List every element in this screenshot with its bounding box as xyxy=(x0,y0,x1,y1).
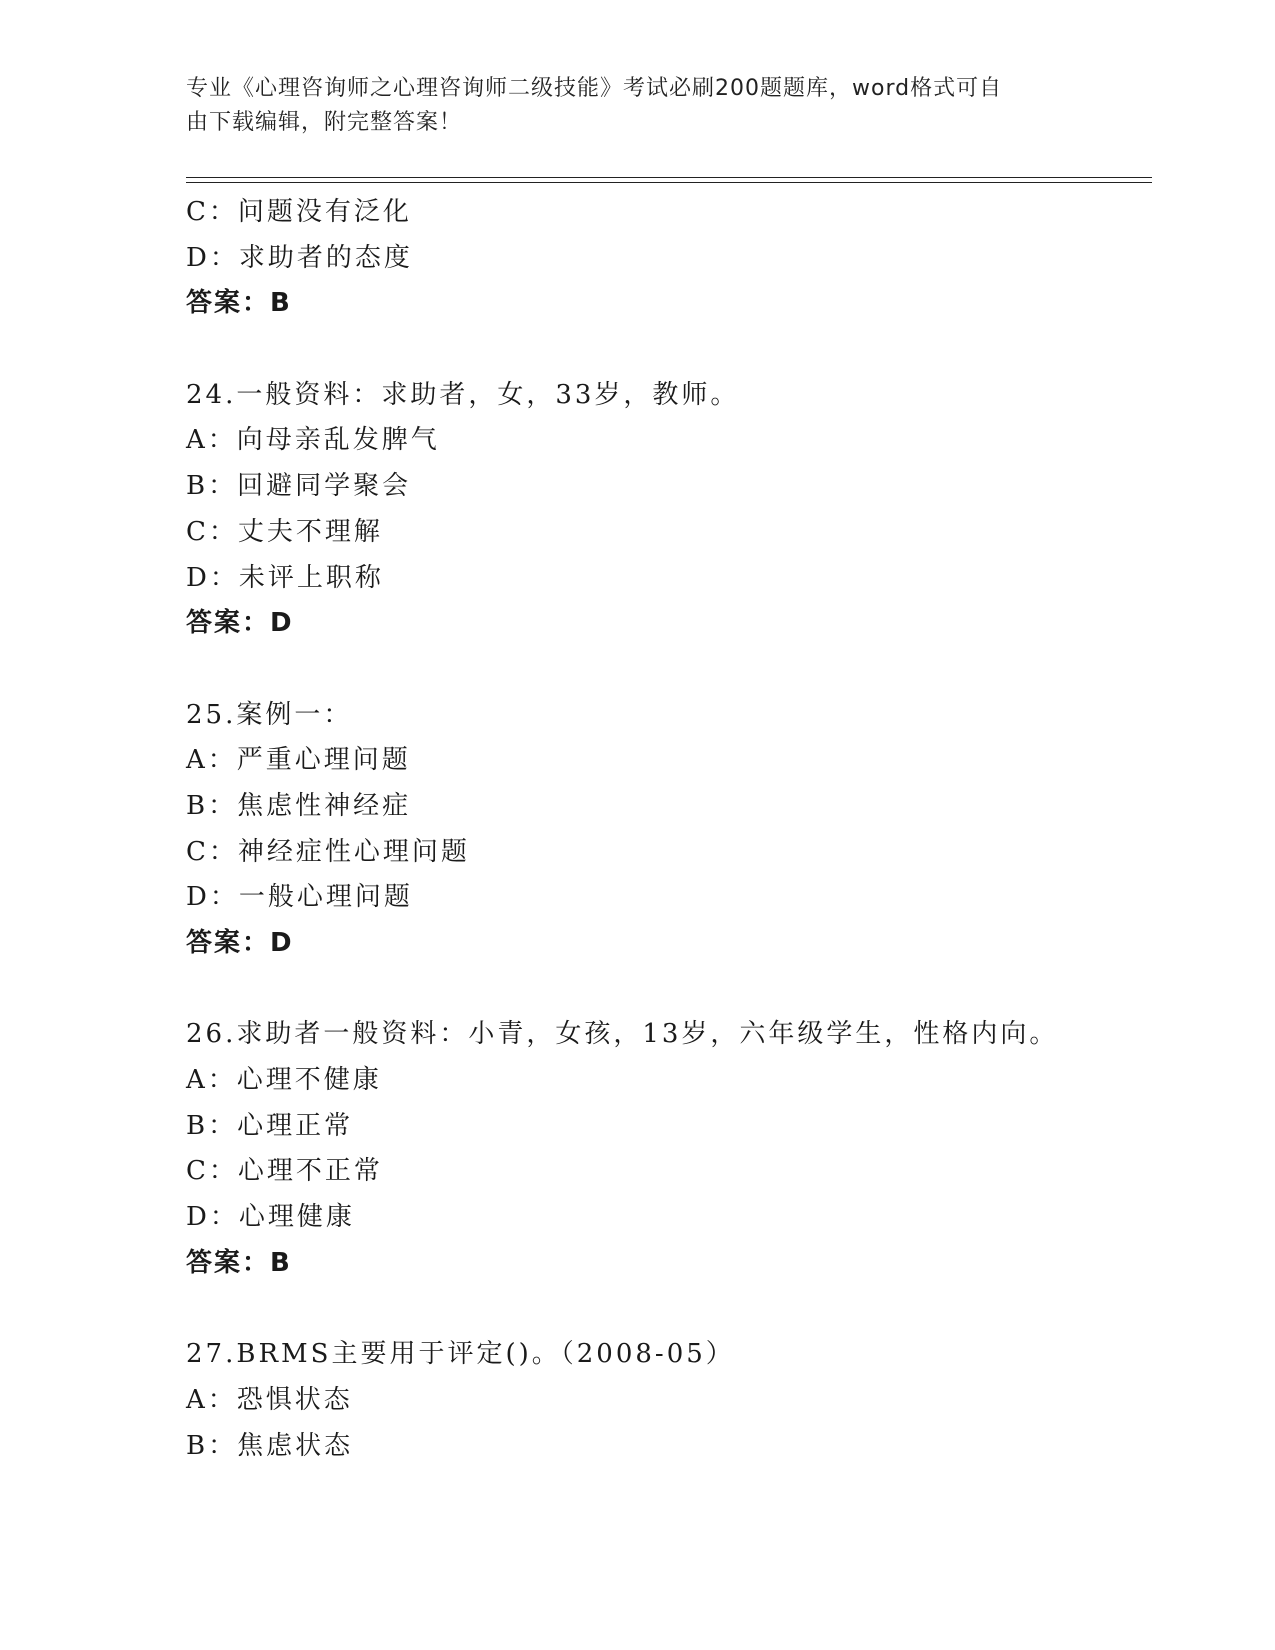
q25-option-c: C：神经症性心理问题 xyxy=(186,836,470,867)
q26-option-b: B：心理正常 xyxy=(186,1110,354,1141)
spacer xyxy=(186,1287,1146,1333)
q24-option-b: B：回避同学聚会 xyxy=(186,471,412,502)
q24-option-a: A：向母亲乱发脾气 xyxy=(186,425,440,456)
document-header xyxy=(186,72,1066,140)
header-line-1: 专业《心理咨询师之心理咨询师二级技能》考试必刷200题题库，word格式可自 xyxy=(186,76,1003,101)
question-list xyxy=(186,190,1146,1469)
spacer xyxy=(186,647,1146,693)
prev-option-c: C：问题没有泛化 xyxy=(186,197,412,227)
q25-answer: 答案：D xyxy=(186,928,294,958)
q27-option-b: B：焦虑状态 xyxy=(186,1430,354,1461)
q25-option-d: D：一般心理问题 xyxy=(186,882,413,913)
q26-option-a: A：心理不健康 xyxy=(186,1065,382,1096)
q26-stem: 26.求助者一般资料：小青，女孩，13岁，六年级学生，性格内向。 xyxy=(186,1019,1059,1050)
q24-option-d: D：未评上职称 xyxy=(186,562,384,593)
q24-answer: 答案：D xyxy=(186,608,294,639)
header-line-2: 由下载编辑，附完整答案！ xyxy=(186,110,463,135)
q26-answer: 答案：B xyxy=(186,1247,292,1278)
spacer xyxy=(186,967,1146,1013)
prev-answer: 答案：B xyxy=(186,288,292,319)
q26-option-d: D：心理健康 xyxy=(186,1202,355,1233)
spacer xyxy=(186,327,1146,373)
q24-option-c: C：丈夫不理解 xyxy=(186,516,383,547)
header-rule-bottom xyxy=(186,182,1152,183)
q24-stem: 24.一般资料：求助者，女，33岁，教师。 xyxy=(186,379,740,410)
q27-stem: 27.BRMS主要用于评定()。（2008-05） xyxy=(186,1339,735,1370)
q25-option-a: A：严重心理问题 xyxy=(186,745,411,776)
q25-option-b: B：焦虑性神经症 xyxy=(186,790,412,821)
q27-option-a: A：恐惧状态 xyxy=(186,1384,353,1415)
header-rule-top xyxy=(186,177,1152,178)
prev-option-d: D：求助者的态度 xyxy=(186,242,413,273)
q26-option-c: C：心理不正常 xyxy=(186,1156,383,1187)
q25-stem: 25.案例一： xyxy=(186,699,353,730)
